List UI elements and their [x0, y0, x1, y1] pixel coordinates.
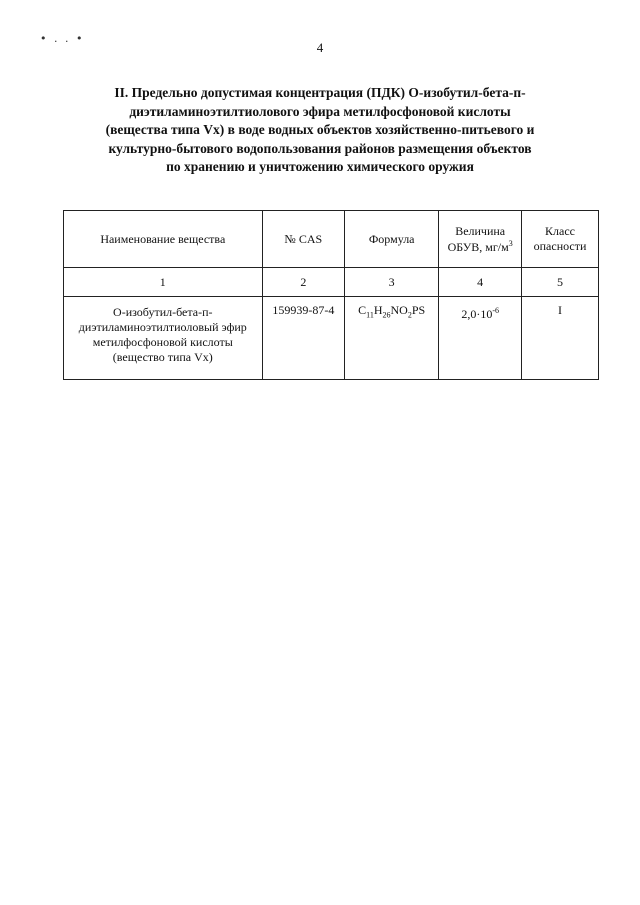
- header-value-sup: 3: [508, 238, 513, 248]
- heading-line: диэтиламиноэтилтиолового эфира метилфосфоновой кислоты: [129, 103, 511, 119]
- scan-marks: • . . •: [40, 32, 85, 45]
- hazard-class: I: [522, 297, 599, 380]
- header-name: Наименование вещества: [64, 211, 263, 268]
- substance-name-line: О-изобутил-бета-п-: [113, 305, 213, 319]
- page-number: 4: [316, 40, 324, 55]
- obuv-value: $2,0\cdot 10^{-6}$: [439, 297, 522, 380]
- column-number: 3: [345, 268, 439, 297]
- header-value-line1: Величина: [455, 223, 506, 238]
- substance-name-line: (вещество типа Vx): [112, 350, 213, 364]
- column-number: 2: [262, 268, 345, 297]
- column-number: 1: [64, 268, 263, 297]
- chemical-formula: $C_{11}H_{26}NO_2PS$: [345, 297, 439, 380]
- table-row: [64, 297, 599, 380]
- substance-name-line: метилфосфоновой кислоты: [92, 335, 233, 349]
- column-number-row: [64, 268, 599, 297]
- section-heading: [60, 84, 580, 177]
- heading-line: культурно-бытового водопользования районов размещения объектов: [108, 140, 532, 156]
- header-value-line2: ОБУВ, мг/м: [447, 239, 509, 254]
- substance-table: [63, 210, 599, 380]
- header-formula: Формула: [345, 211, 439, 268]
- substance-name: [64, 297, 263, 380]
- heading-line: (вещества типа Vx) в воде водных объектов хозяйственно-питьевого и: [105, 122, 535, 137]
- substance-name-line: диэтиламиноэтилтиоловый эфир: [78, 320, 247, 334]
- heading-line: по хранению и уничтожению химического оружия: [166, 159, 474, 174]
- table-header-row: [64, 211, 599, 268]
- header-class-line2: опасности: [533, 239, 587, 253]
- header-cas: № CAS: [262, 211, 345, 268]
- header-class: [522, 211, 599, 268]
- column-number: 5: [522, 268, 599, 297]
- column-number: 4: [439, 268, 522, 297]
- heading-line: II. Предельно допустимая концентрация (ПДК) О-изобутил-бета-п-: [114, 85, 526, 100]
- header-value: [439, 211, 522, 268]
- cas-number: 159939-87-4: [262, 297, 345, 380]
- header-class-line1: Класс: [545, 224, 576, 238]
